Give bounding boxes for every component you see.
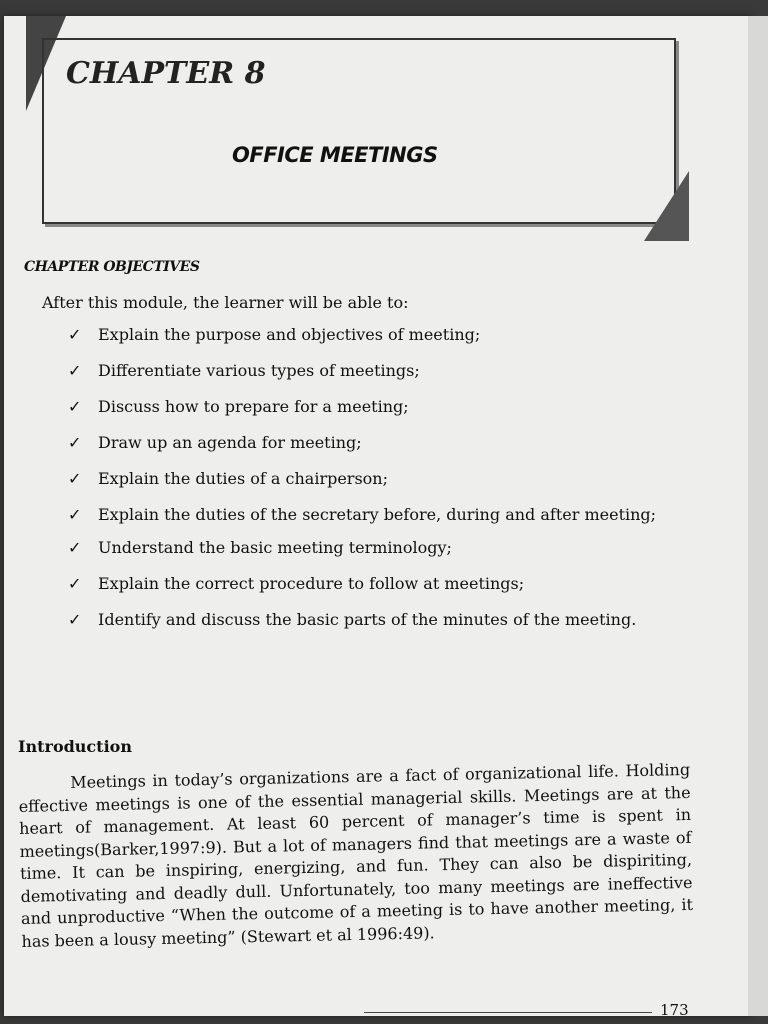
check-icon: ✓ <box>68 433 82 452</box>
objectives-intro: After this module, the learner will be able to: <box>42 293 409 312</box>
book-page <box>4 16 752 1016</box>
objectives-heading: CHAPTER OBJECTIVES <box>24 259 200 275</box>
check-icon: ✓ <box>68 574 82 593</box>
objective-item <box>64 571 664 596</box>
check-icon: ✓ <box>68 538 82 557</box>
objective-item <box>64 607 664 632</box>
corner-decoration-bottom-right <box>644 171 689 241</box>
page-number: 173 <box>660 1001 689 1016</box>
objective-text: Explain the duties of a chairperson; <box>98 469 388 488</box>
objective-item <box>64 502 664 527</box>
check-icon: ✓ <box>68 610 82 629</box>
check-icon: ✓ <box>68 325 82 344</box>
chapter-label: CHAPTER 8 <box>66 56 266 91</box>
objective-item <box>64 466 664 491</box>
objective-text: Understand the basic meeting terminology; <box>98 538 452 557</box>
objective-item <box>64 430 664 455</box>
objective-item <box>64 535 664 560</box>
footer-rule <box>364 1012 652 1013</box>
objective-text: Explain the purpose and objectives of meeting; <box>98 325 481 344</box>
objective-text: Differentiate various types of meetings; <box>98 361 420 380</box>
check-icon: ✓ <box>68 361 82 380</box>
objective-item <box>64 358 664 383</box>
introduction-text: Meetings in today’s organizations are a fact of organizational life. Holding effective meetings is one of the essential managerial skills. Meetings are at the heart of management. At least 60 percent of manager’s time is spent in meetings(Barker,1997:9). But a lot of managers find that meetings are a waste of time. It can be inspiring, energizing, and fun. They can also be dispiriting, demotivating and deadly dull. Unfortunately, too many meetings are ineffective and unproductive “When the outcome of a meeting is to have another meeting, it has been a lousy meeting” (Stewart et al 1996:49). <box>18 759 694 951</box>
introduction-paragraph <box>18 759 694 953</box>
check-icon: ✓ <box>68 469 82 488</box>
next-page-edge <box>748 16 768 1016</box>
objective-text: Explain the correct procedure to follow at meetings; <box>98 574 525 593</box>
objectives-list <box>64 322 664 640</box>
objective-text: Identify and discuss the basic parts of the minutes of the meeting. <box>98 610 637 629</box>
objective-item <box>64 322 664 347</box>
objective-text: Discuss how to prepare for a meeting; <box>98 397 409 416</box>
check-icon: ✓ <box>68 505 82 524</box>
chapter-title: OFFICE MEETINGS <box>232 143 438 167</box>
introduction-heading: Introduction <box>18 737 132 756</box>
objective-text: Draw up an agenda for meeting; <box>98 433 362 452</box>
check-icon: ✓ <box>68 397 82 416</box>
objective-text: Explain the duties of the secretary before, during and after meeting; <box>98 505 657 524</box>
objective-item <box>64 394 664 419</box>
